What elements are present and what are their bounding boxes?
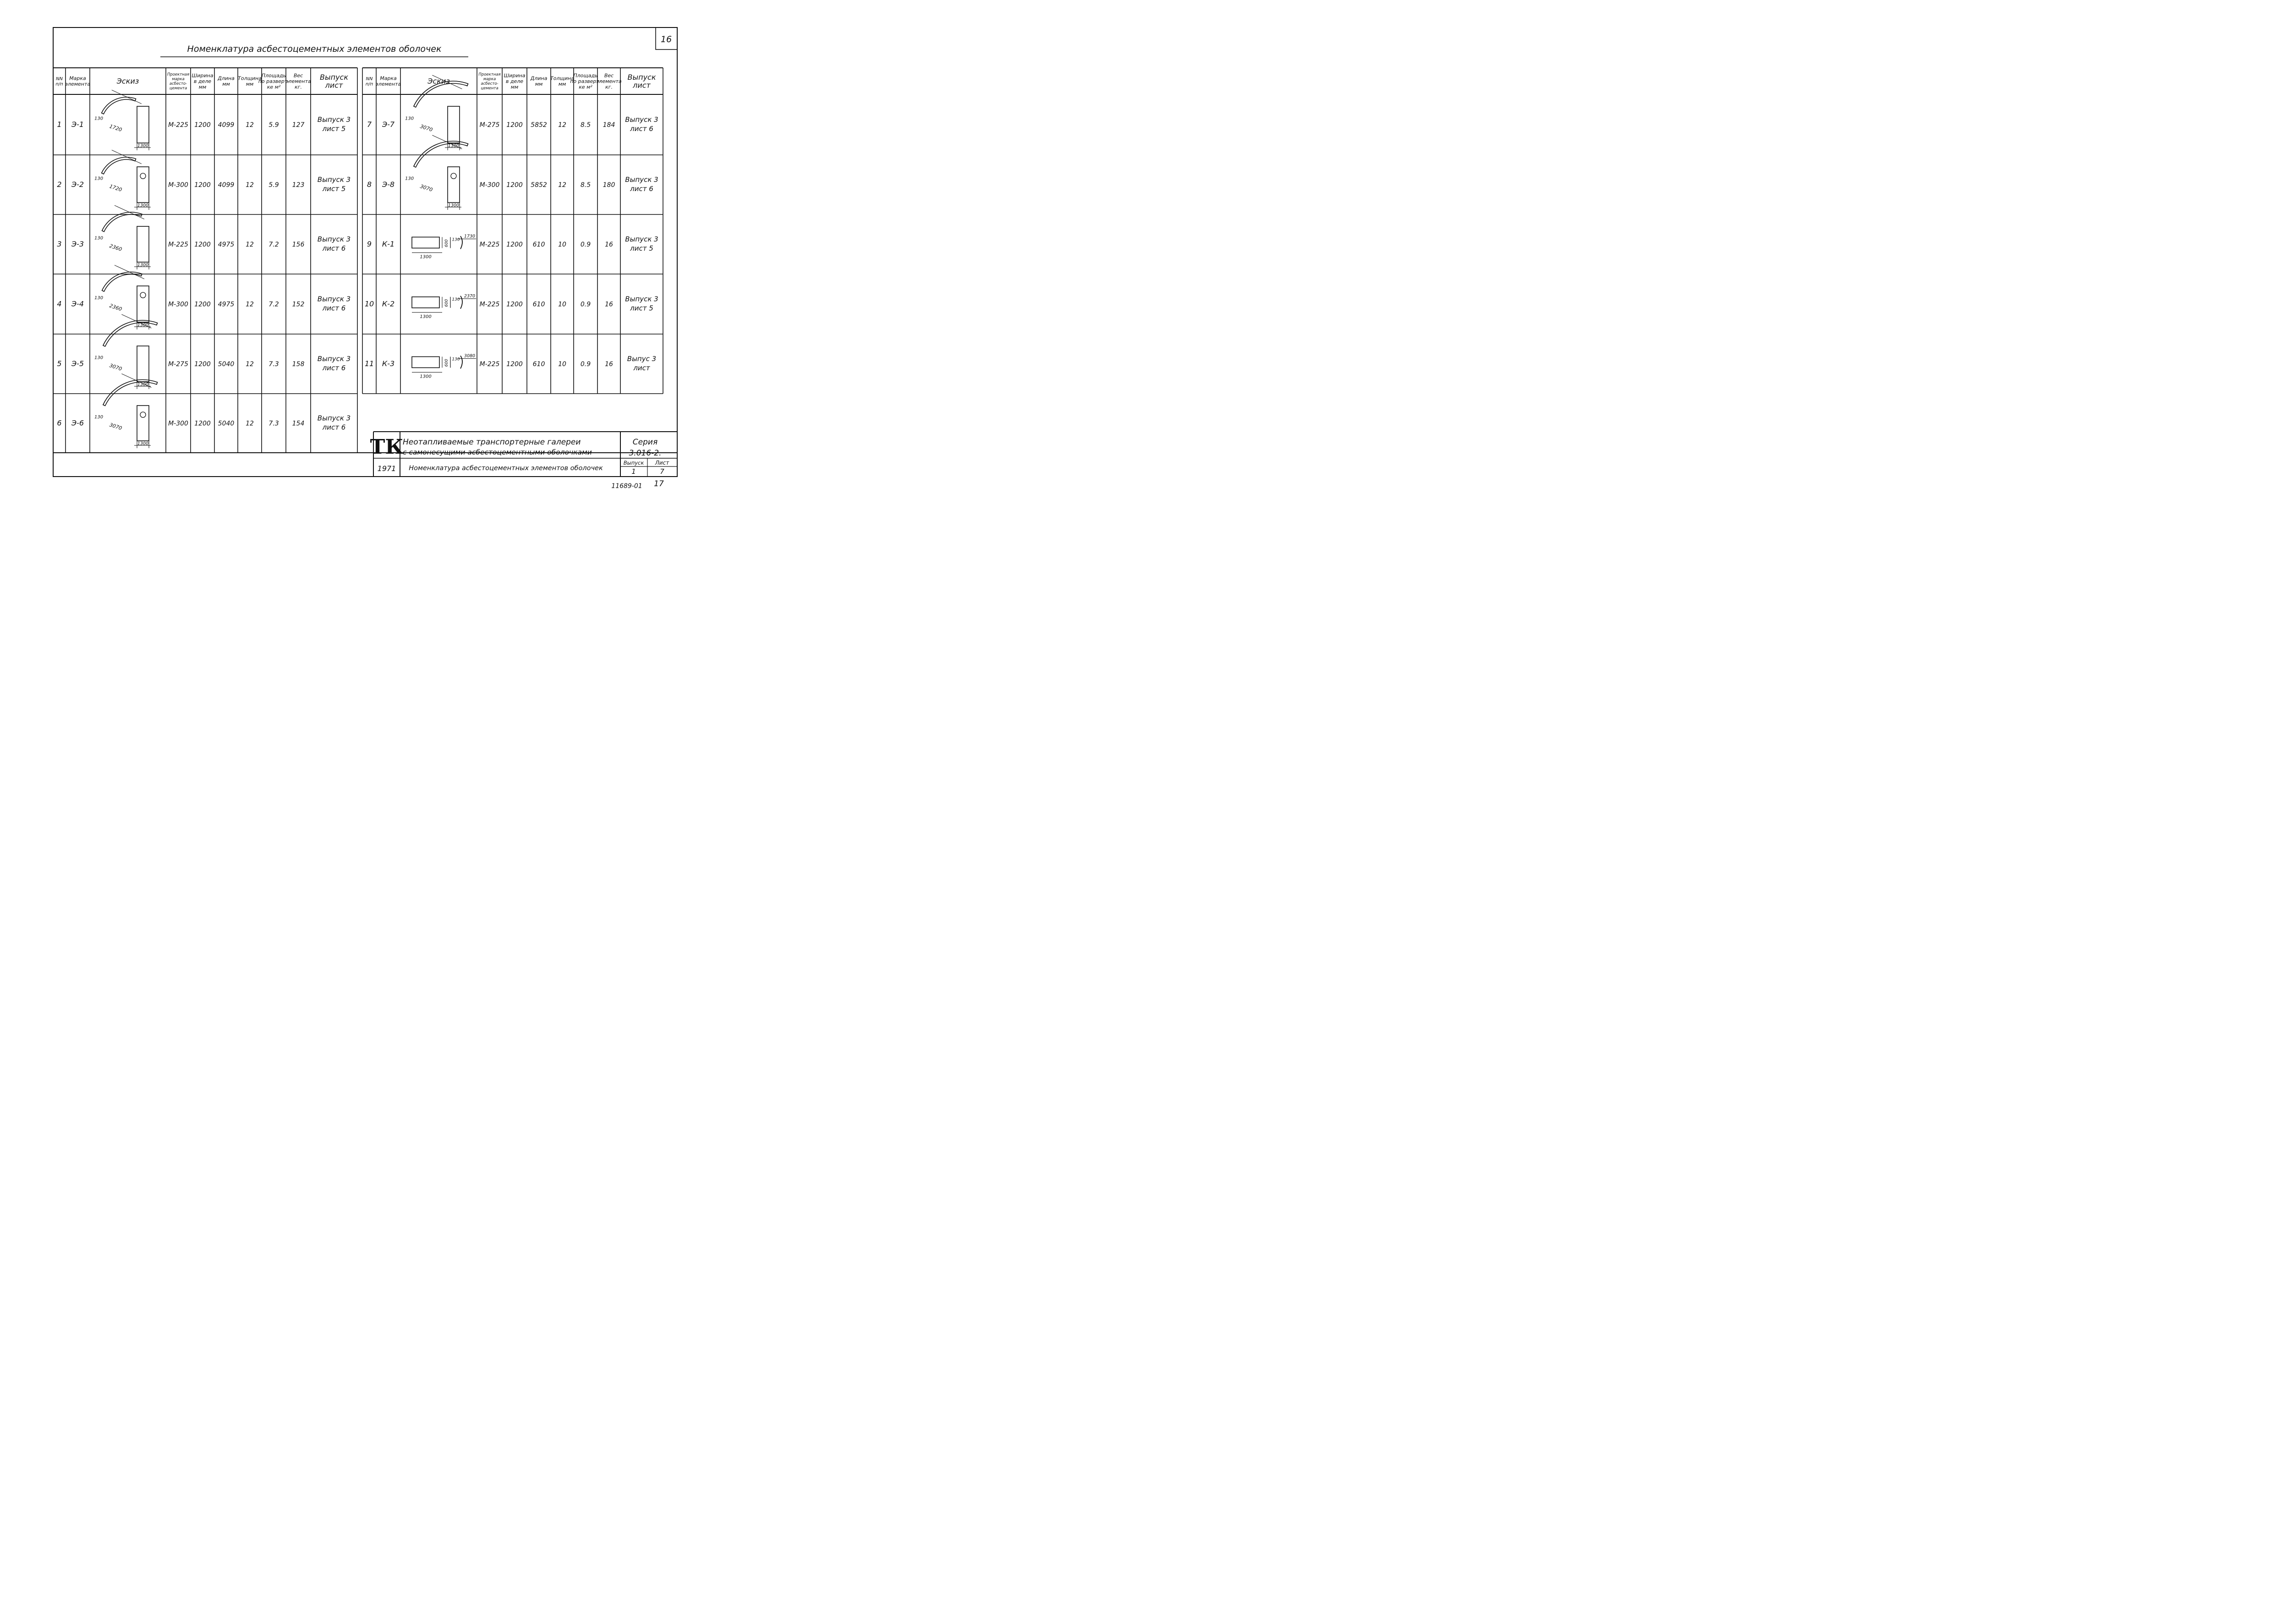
issue-ref: Выпуск 3 [625,235,658,243]
area-value: 0.9 [580,241,591,248]
length-value: 5040 [218,420,235,428]
area-value: 5.9 [269,181,279,189]
length-value: 4099 [218,181,235,189]
radius-dim: 1730 [464,234,476,239]
cement-grade: М-225 [168,121,188,129]
table-row [57,150,351,210]
shell-arc-profile [102,157,136,174]
table-row [367,234,658,259]
row-number: 1 [57,120,62,129]
thickness-value: 10 [558,241,566,248]
header-proj: марка [483,77,496,82]
row-number: 4 [57,299,62,308]
width-dim: 1300 [137,382,149,387]
header-thick: мм [246,81,254,88]
tk-logo: ТК [370,435,404,459]
header-weight: кг. [605,84,613,90]
header-sketch: Эскиз [427,77,450,86]
length-dim: 1300 [420,374,432,379]
plate-plan-view [412,297,439,308]
header-length: Длина [218,75,235,82]
header-area: ке м² [579,84,592,90]
header-num: п/п [365,82,373,87]
radius-dim: 3070 [419,183,433,193]
weight-value: 123 [292,181,305,189]
element-front-view [137,106,149,143]
title-block [53,432,677,477]
thickness-dim: 130 [452,297,460,302]
header-weight: Вес [293,72,303,79]
element-mark: Э-1 [71,120,84,129]
header-mark: Марка [69,75,86,82]
header-area: Площадь [261,72,286,79]
header-width: в деле [193,78,212,84]
thickness-value: 10 [558,361,566,368]
header-num: п/п [55,82,63,87]
plate-section [460,296,462,309]
header-proj: цемента [481,86,499,91]
plate-plan-view [412,357,439,368]
cement-grade: М-300 [168,301,188,308]
series-label: Серия [632,438,658,447]
header-mark: элемента [65,81,91,88]
element-mark: К-3 [382,359,395,368]
area-value: 0.9 [580,301,591,308]
row-number: 6 [57,418,62,428]
thickness-value: 12 [246,361,254,368]
header-width: Ширина [192,72,214,79]
issue-ref: Выпуск 3 [317,176,351,184]
cement-grade: М-300 [479,181,500,189]
header-issue: лист [325,81,343,90]
header-issue: лист [633,81,651,90]
width-value: 1200 [194,361,211,368]
height-dim: 600 [444,239,449,247]
thickness-dim: 130 [94,176,104,181]
header-length: мм [222,81,230,88]
row-number: 3 [57,240,62,248]
bolt-hole [140,412,146,417]
radius-dim: 2360 [109,242,123,253]
cement-grade: М-300 [168,181,188,189]
sheet-ref: лист 5 [630,304,653,313]
issue-ref: Выпуск 3 [625,295,658,303]
footer-page-number: 17 [654,479,664,488]
title-block-desc-line2: с самонесущими асбестоцементными оболочками [403,448,592,456]
area-value: 0.9 [580,361,591,368]
weight-value: 152 [292,301,305,308]
drawing-sheet [0,0,714,508]
weight-value: 16 [605,301,613,308]
thickness-dim: 130 [94,116,104,121]
row-number: 9 [367,240,372,248]
width-dim: 1300 [137,441,149,446]
header-length: Длина [530,75,548,82]
issue-ref: Выпуск 3 [317,295,351,303]
area-value: 7.3 [269,420,279,428]
row-number: 2 [57,180,62,189]
radius-dim: 3070 [419,123,433,133]
header-weight: кг. [295,84,302,90]
sheet-title: Номенклатура асбестоцементных элементов оболочек [409,465,603,472]
thickness-dim: 130 [94,236,104,241]
header-thick: Толщина [238,75,262,82]
cement-grade: М-225 [479,361,500,368]
issue-ref: Выпуск 3 [317,115,351,124]
cement-grade: М-275 [479,121,500,129]
table-row [367,135,658,210]
header-area: ке м² [267,84,281,90]
radius-dim: 2370 [464,293,476,299]
row-number: 5 [57,359,62,368]
weight-value: 16 [605,241,613,248]
radius-dim: 1720 [109,183,123,193]
header-width: мм [198,84,207,90]
length-value: 610 [532,301,545,308]
sheet-ref: лист 6 [322,423,346,432]
header-thick: мм [558,81,566,88]
weight-value: 154 [292,420,305,428]
width-dim: 1300 [137,203,149,208]
length-value: 4975 [218,301,235,308]
thickness-value: 12 [246,121,254,129]
header-num: NN [366,76,373,82]
header-proj: цемента [169,86,187,91]
thickness-value: 12 [246,181,254,189]
table-row [365,353,656,379]
sheet-ref: лист 6 [630,125,653,133]
element-front-view [137,346,149,382]
header-issue: Выпуск [320,72,348,82]
header-proj: Проектная [478,72,501,77]
thickness-value: 12 [246,301,254,308]
radius-dim: 2360 [109,302,123,313]
weight-value: 156 [292,241,305,248]
header-mark: Марка [380,75,397,82]
table-row [57,205,351,269]
series-value: 3.016-2. [629,449,662,458]
element-mark: К-2 [382,299,395,308]
row-number: 8 [367,180,372,189]
shell-arc-profile [103,380,158,406]
weight-value: 158 [292,361,305,368]
element-front-view [137,226,149,262]
shell-arc-profile [102,97,136,114]
sheet-value: 7 [660,467,664,476]
length-value: 5852 [531,121,547,129]
issue-ref: Выпуск 3 [317,235,351,243]
row-number: 11 [364,359,374,368]
left-table-body [57,90,351,448]
area-value: 7.2 [269,301,279,308]
element-mark: Э-2 [71,180,84,189]
header-weight: элемента [285,78,311,84]
thickness-value: 12 [558,181,566,189]
sheet-ref: лист 6 [630,185,653,193]
weight-value: 127 [292,121,305,129]
header-weight: элемента [596,78,622,84]
sheet-ref: лист 5 [322,125,346,133]
thickness-dim: 130 [94,296,104,301]
width-dim: 1300 [137,143,149,148]
header-mark: элемента [375,81,401,88]
issue-value: 1 [631,467,636,476]
archive-code: 11689-01 [611,483,642,490]
element-front-view [137,286,149,322]
area-value: 5.9 [269,121,279,129]
length-value: 5852 [531,181,547,189]
element-front-view [448,167,460,203]
sheet-ref: лист 5 [630,244,653,252]
element-front-view [137,167,149,203]
header-proj: Проектная [167,72,190,77]
thickness-dim: 130 [452,357,460,362]
sheet-label: Лист [655,460,669,466]
element-front-view [137,406,149,441]
plate-section [460,236,462,249]
bolt-hole [140,292,146,298]
width-value: 1200 [506,181,523,189]
radius-dim: 3070 [109,422,123,432]
sheet-ref: лист 6 [322,364,346,372]
thickness-value: 10 [558,301,566,308]
header-area: по разверт- [570,78,601,84]
area-value: 7.3 [269,361,279,368]
shell-arc-profile [103,320,158,346]
right-table-header [366,72,656,91]
radius-dim: 1720 [109,123,123,133]
header-proj: марка [172,77,185,82]
thickness-dim: 130 [405,116,414,121]
thickness-value: 12 [246,420,254,428]
header-thick: Толщина [550,75,574,82]
weight-value: 180 [603,181,615,189]
length-dim: 1300 [420,254,432,260]
width-value: 1200 [506,361,523,368]
height-dim: 600 [444,359,449,367]
element-mark: Э-5 [71,359,84,368]
header-issue: Выпуск [627,72,656,82]
width-dim: 1300 [448,203,460,208]
radius-dim: 3070 [109,362,123,373]
cement-grade: М-275 [168,361,188,368]
element-mark: Э-3 [71,240,84,248]
length-value: 4099 [218,121,235,129]
width-value: 1200 [194,121,211,129]
issue-ref: Выпуск 3 [625,176,658,184]
header-sketch: Эскиз [116,77,139,86]
header-length: мм [535,81,543,88]
width-value: 1200 [194,301,211,308]
weight-value: 16 [605,361,613,368]
cement-grade: М-300 [168,420,188,428]
sheet-ref: лист 6 [322,304,346,313]
issue-ref: Выпуск 3 [317,414,351,422]
issue-label: Выпуск [623,460,644,466]
row-number: 7 [367,120,372,129]
thickness-value: 12 [558,121,566,129]
width-dim: 1300 [137,263,149,268]
width-value: 1200 [506,241,523,248]
year: 1971 [377,464,396,473]
header-weight: Вес [604,72,614,79]
header-area: Площадь [573,72,598,79]
element-mark: К-1 [382,240,395,248]
header-width: Ширина [504,72,526,79]
length-value: 5040 [218,361,235,368]
table-row [57,374,351,448]
issue-ref: Выпуск 3 [317,355,351,363]
thickness-dim: 130 [94,415,104,420]
width-value: 1200 [506,121,523,129]
width-value: 1200 [194,241,211,248]
table-row [57,265,351,329]
header-width: мм [510,84,519,90]
plate-plan-view [412,237,439,248]
element-mark: Э-4 [71,299,84,308]
width-value: 1200 [506,301,523,308]
sheet-ref: лист 5 [322,185,346,193]
table-row [57,314,351,389]
thickness-dim: 130 [452,237,460,242]
issue-ref: Выпуск 3 [625,115,658,124]
thickness-value: 12 [246,241,254,248]
issue-ref: Выпус 3 [627,355,657,363]
radius-dim: 3080 [464,353,476,359]
left-table-header [55,72,348,91]
row-number: 10 [364,299,374,308]
sheet-ref: лист [633,364,650,372]
length-dim: 1300 [420,314,432,319]
thickness-dim: 130 [405,176,414,181]
cement-grade: М-225 [168,241,188,248]
thickness-dim: 130 [94,355,104,361]
element-mark: Э-8 [382,180,395,189]
sheet-ref: лист 6 [322,244,346,252]
height-dim: 600 [444,299,449,307]
bolt-hole [451,173,456,179]
element-front-view [448,106,460,143]
page-number: 16 [660,34,672,44]
title-block-desc-line1: Неотапливаемые транспортерные галереи [403,438,581,447]
area-value: 8.5 [580,121,591,129]
header-num: NN [56,76,63,82]
area-value: 7.2 [269,241,279,248]
width-value: 1200 [194,420,211,428]
weight-value: 184 [603,121,615,129]
table-row [57,90,351,150]
header-proj: асбесто- [481,81,499,86]
table-row [365,294,658,319]
length-value: 4975 [218,241,235,248]
width-value: 1200 [194,181,211,189]
header-proj: асбесто- [169,81,187,86]
shell-arc-profile [414,141,468,167]
area-value: 8.5 [580,181,591,189]
bolt-hole [140,173,146,179]
width-dim: 1300 [448,143,460,148]
length-value: 610 [532,241,545,248]
element-mark: Э-7 [382,120,395,129]
header-width: в деле [505,78,524,84]
page-title: Номенклатура асбестоцементных элементов оболочек [187,44,442,54]
cement-grade: М-225 [479,241,500,248]
element-mark: Э-6 [71,418,84,428]
cement-grade: М-225 [479,301,500,308]
plate-section [460,356,462,368]
width-dim: 1300 [137,323,149,328]
length-value: 610 [532,361,545,368]
header-area: по разверт- [258,78,290,84]
